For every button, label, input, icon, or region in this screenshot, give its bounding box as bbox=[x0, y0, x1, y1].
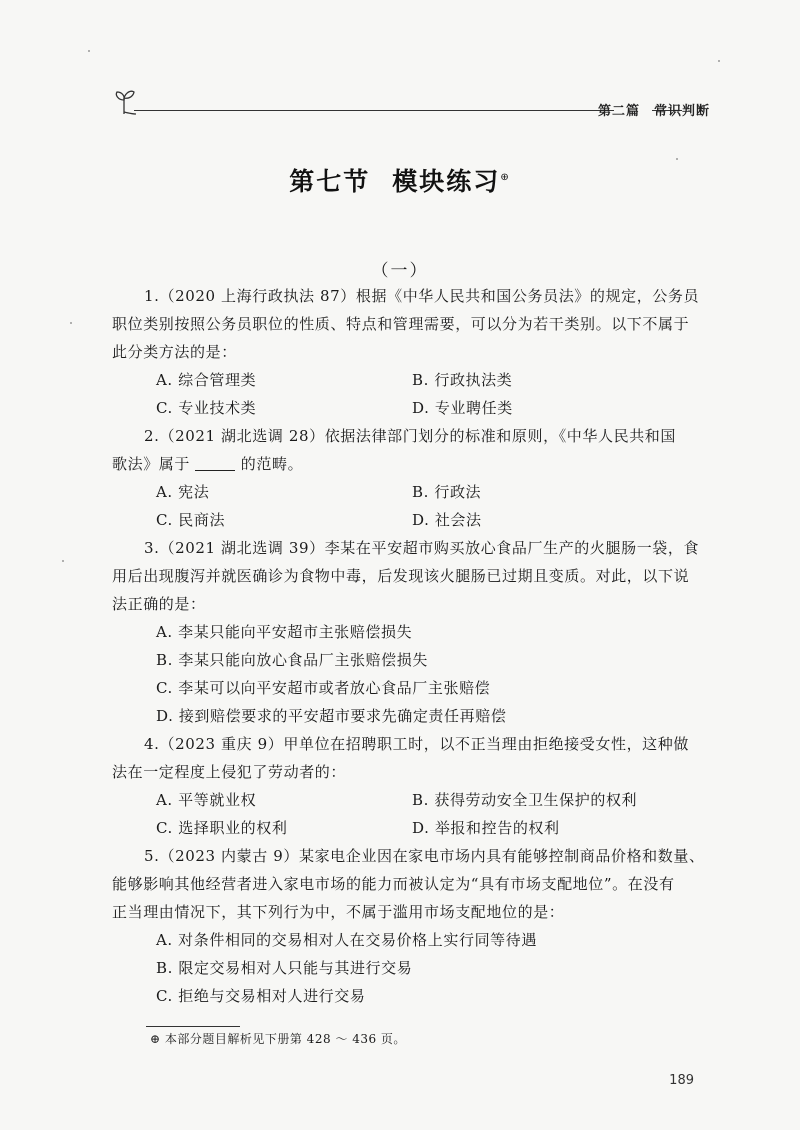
footnote-marker: ⊕ bbox=[500, 172, 511, 183]
q2-line-2 bbox=[112, 450, 303, 478]
header-title: 第二篇 常识判断 bbox=[597, 104, 710, 119]
section-subtitle: 模块练习 bbox=[392, 167, 501, 196]
q3-option-c: C. 李某可以向平安超市或者放心食品厂主张赔偿 bbox=[156, 679, 491, 697]
q2-option-d: D. 社会法 bbox=[412, 511, 482, 529]
q1-option-c: C. 专业技术类 bbox=[156, 399, 257, 417]
q5-option-a: A. 对条件相同的交易相对人在交易价格上实行同等待遇 bbox=[156, 931, 537, 949]
q1-line-3: 此分类方法的是： bbox=[112, 343, 237, 361]
q2-line-1: 2.（2021 湖北选调 28）依据法律部门划分的标准和原则，《中华人民共和国 bbox=[144, 427, 677, 445]
scan-speck bbox=[62, 560, 64, 562]
q3-line-3: 法正确的是： bbox=[112, 595, 206, 613]
q4-line-2: 法在一定程度上侵犯了劳动者的： bbox=[112, 763, 347, 781]
q3-line-1: 3.（2021 湖北选调 39）李某在平安超市购买放心食品厂生产的火腿肠一袋，食 bbox=[144, 539, 700, 557]
q3-option-a: A. 李某只能向平安超市主张赔偿损失 bbox=[156, 623, 413, 641]
q4-option-b: B. 获得劳动安全卫生保护的权利 bbox=[412, 791, 638, 809]
q5-line-1: 5.（2023 内蒙古 9）某家电企业因在家电市场内具有能够控制商品价格和数量、 bbox=[144, 847, 705, 865]
q5-option-c: C. 拒绝与交易相对人进行交易 bbox=[156, 987, 366, 1005]
q2-text-after-blank: 的范畴。 bbox=[240, 455, 304, 473]
part-heading: （一） bbox=[371, 261, 429, 281]
q1-line-1: 1.（2020 上海行政执法 87）根据《中华人民共和国公务员法》的规定，公务员 bbox=[144, 287, 700, 305]
q5-option-b: B. 限定交易相对人只能与其进行交易 bbox=[156, 959, 413, 977]
section-number: 第七节 bbox=[289, 167, 371, 196]
scan-speck bbox=[718, 60, 720, 62]
q4-option-c: C. 选择职业的权利 bbox=[156, 819, 288, 837]
q1-option-a: A. 综合管理类 bbox=[156, 371, 257, 389]
sprout-icon bbox=[112, 86, 142, 116]
scan-speck bbox=[70, 322, 72, 324]
question-list bbox=[112, 282, 708, 1022]
footnote-rule bbox=[146, 1026, 240, 1027]
q2-text-before-blank: 歌法》属于 bbox=[112, 455, 191, 473]
answer-blank bbox=[195, 456, 235, 471]
running-header bbox=[112, 86, 712, 126]
q2-option-b: B. 行政法 bbox=[412, 483, 482, 501]
q1-option-d: D. 专业聘任类 bbox=[412, 399, 513, 417]
q5-line-3: 正当理由情况下，其下列行为中，不属于滥用市场支配地位的是： bbox=[112, 903, 565, 921]
q3-line-2: 用后出现腹泻并就医确诊为食物中毒，后发现该火腿肠已过期且变质。对此，以下说 bbox=[112, 567, 690, 585]
q3-option-d: D. 接到赔偿要求的平安超市要求先确定责任再赔偿 bbox=[156, 707, 507, 725]
q1-option-b: B. 行政执法类 bbox=[412, 371, 513, 389]
q4-option-a: A. 平等就业权 bbox=[156, 791, 257, 809]
q5-line-2: 能够影响其他经营者进入家电市场的能力而被认定为“具有市场支配地位”。在没有 bbox=[112, 875, 675, 893]
scan-speck bbox=[88, 50, 90, 52]
section-title bbox=[0, 162, 800, 198]
page-number: 189 bbox=[669, 1073, 694, 1088]
q3-option-b: B. 李某只能向放心食品厂主张赔偿损失 bbox=[156, 651, 428, 669]
header-rule bbox=[134, 110, 614, 111]
footnote: ⊕ 本部分题目解析见下册第 428 ～ 436 页。 bbox=[150, 1032, 406, 1046]
q2-option-a: A. 宪法 bbox=[156, 483, 210, 501]
q1-line-2: 职位类别按照公务员职位的性质、特点和管理需要，可以分为若干类别。以下不属于 bbox=[112, 315, 690, 333]
scan-speck bbox=[676, 158, 678, 160]
q4-option-d: D. 举报和控告的权利 bbox=[412, 819, 560, 837]
q4-line-1: 4.（2023 重庆 9）甲单位在招聘职工时，以不正当理由拒绝接受女性，这种做 bbox=[144, 735, 689, 753]
q2-option-c: C. 民商法 bbox=[156, 511, 226, 529]
